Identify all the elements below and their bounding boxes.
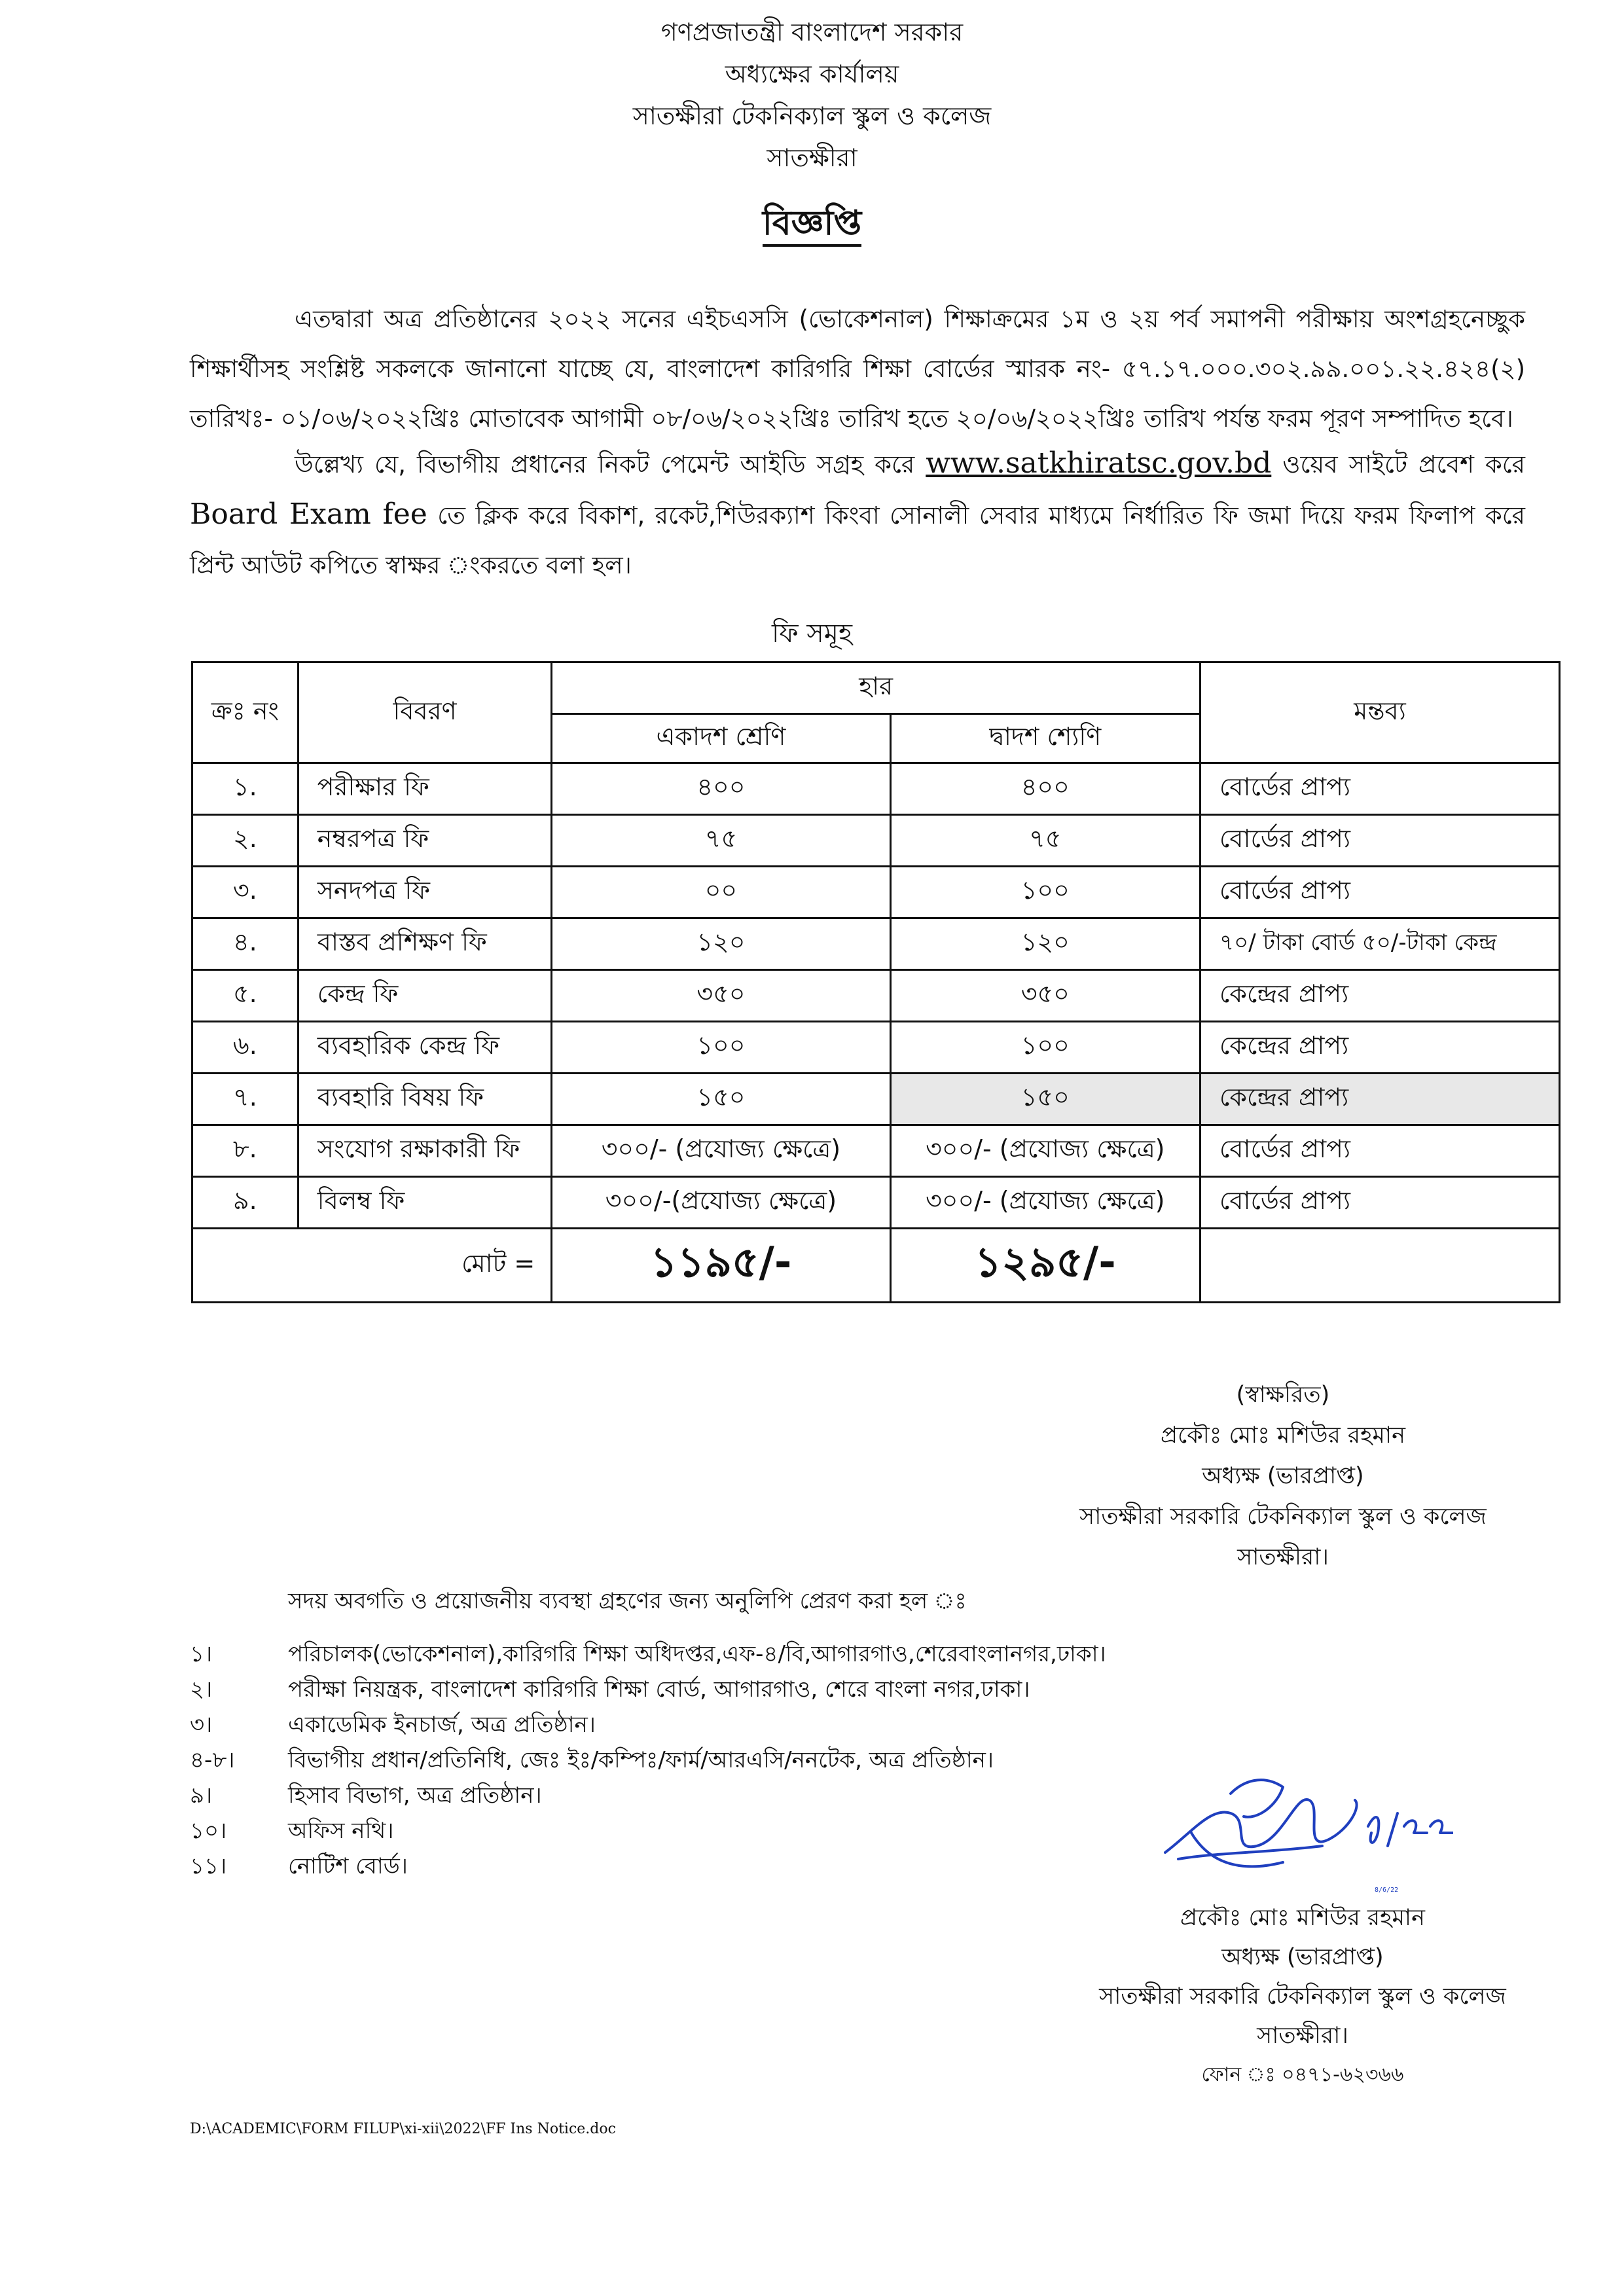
copy-number: ১। [190,1641,213,1667]
copy-number: ৪-৮। [190,1747,235,1773]
table-row [192,763,1560,815]
handwritten-signature [1152,1754,1453,1898]
signatory-designation: অধ্যক্ষ (ভারপ্রাপ্ত) [1221,1944,1384,1970]
row-xi-fee: ০০ [552,867,890,918]
copy-text: পরীক্ষা নিয়ন্ত্রক, বাংলাদেশ কারিগরি শিক্ষা বোর্ড, আগারগাও, শেরে বাংলা নগর,ঢাকা। [288,1676,1030,1703]
row-remark: বোর্ডের প্রাপ্য [1200,867,1559,918]
office-header: অধ্যক্ষের কার্যালয় [725,60,899,88]
signed-location: সাতক্ষীরা। [1237,1544,1329,1570]
location-header: সাতক্ষীরা [767,143,857,172]
row-description: বাস্তব প্রশিক্ষণ ফি [298,918,551,970]
row-xii-fee: ৩০০/- (প্রযোজ্য ক্ষেত্রে) [890,1125,1200,1177]
copy-number: ১০। [190,1818,227,1844]
copy-text: নোটিশ বোর্ড। [288,1853,408,1879]
signed-name: প্রকৌঃ মোঃ মশিউর রহমান [1161,1422,1405,1449]
institute-header: সাতক্ষীরা টেকনিক্যাল স্কুল ও কলেজ [632,101,992,130]
header-remark: মন্তব্য [1200,662,1559,763]
row-remark: ৭০/ টাকা বোর্ড ৫০/-টাকা কেন্দ্র [1200,918,1559,970]
website-link[interactable]: www.satkhiratsc.gov.bd [926,446,1272,480]
row-xii-fee: ৩০০/- (প্রযোজ্য ক্ষেত্রে) [890,1177,1200,1229]
row-serial: ১. [192,763,298,815]
row-remark: বোর্ডের প্রাপ্য [1200,1125,1559,1177]
total-xii: ১২৯৫/- [890,1229,1200,1303]
table-row [192,867,1560,918]
header-class-xi: একাদশ শ্রেণি [552,714,890,763]
notice-title [0,196,1624,253]
header-rate: হার [552,662,1200,714]
para2-part-b: ওয়েব সাইটে প্রবেশ করে [1271,450,1525,479]
signatory-institute: সাতক্ষীরা সরকারি টেকনিক্যাল স্কুল ও কলেজ [1099,1983,1506,2010]
signatory-location: সাতক্ষীরা। [1257,2023,1348,2049]
header-serial: ক্রঃ নং [192,662,298,763]
copies-intro: সদয় অবগতি ও প্রয়োজনীয় ব্যবস্থা গ্রহণের জন্য অনুলিপি প্রেরণ করা হল ঃ [288,1588,967,1614]
header-class-xii: দ্বাদশ শ্যেণি [890,714,1200,763]
fees-caption: ফি সমূহ [771,619,853,649]
row-xii-fee: ৭৫ [890,815,1200,867]
signed-mark: (স্বাক্ষরিত) [1236,1382,1330,1408]
row-serial: ৭. [192,1074,298,1125]
signed-designation: অধ্যক্ষ (ভারপ্রাপ্ত) [1202,1463,1364,1489]
row-xii-fee: ১৫০ [890,1074,1200,1125]
row-description: ব্যবহারিক কেন্দ্র ফি [298,1022,551,1074]
row-serial: ৪. [192,918,298,970]
row-serial: ৫. [192,970,298,1022]
list-item [190,1672,1106,1707]
row-xi-fee: ১২০ [552,918,890,970]
notice-paragraph-1: এতদ্বারা অত্র প্রতিষ্ঠানের ২০২২ সনের এইচএসসি (ভোকেশনাল) শিক্ষাক্রমের ১ম ও ২য় পর্ব সমাপনী পরীক্ষায় অংশগ্রহনেচ্ছুক শিক্ষার্থীসহ সংশ্লিষ্ট সকলকে জানানো যাচ্ছে যে, বাংলাদেশ কারিগরি শিক্ষা বোর্ডের স্মারক নং- ৫৭.১৭.০০০.৩০২.৯৯.০০১.২২.৪২৪(২) তারিখঃ- ০১/০৬/২০২২খ্রিঃ মোতাবেক আগামী ০৮/০৬/২০২২খ্রিঃ তারিখ হতে ২০/০৬/২০২২খ্রিঃ তারিখ পর্যন্ত ফরম পূরণ সম্পাদিত হবে। [190,305,1525,433]
row-xi-fee: ৩৫০ [552,970,890,1022]
copy-text: একাডেমিক ইনচার্জ, অত্র প্রতিষ্ঠান। [288,1712,596,1738]
row-remark: কেন্দ্রের প্রাপ্য [1200,1022,1559,1074]
row-remark: কেন্দ্রের প্রাপ্য [1200,1074,1559,1125]
total-remark [1200,1229,1559,1303]
row-serial: ৩. [192,867,298,918]
row-description: পরীক্ষার ফি [298,763,551,815]
signature-date: 8/6/22 [1375,1887,1399,1894]
row-description: নম্বরপত্র ফি [298,815,551,867]
row-xii-fee: ৪০০ [890,763,1200,815]
para2-part-c: তে ক্লিক করে বিকাশ, রকেট,শিউরক্যাশ কিংবা সোনালী সেবার মাধ্যমে নির্ধারিত ফি জমা দিয়ে ফরম ফিলাপ করে প্রিন্ট আউট কপিতে স্বাক্ষর ংকরতে বলা হল। [190,501,1526,579]
row-xi-fee: ১৫০ [552,1074,890,1125]
total-row [192,1229,1560,1303]
list-item [190,1778,1106,1813]
govt-header: গণপ্রজাতন্ত্রী বাংলাদেশ সরকার [660,18,964,46]
table-row [192,1074,1560,1125]
table-row [192,1125,1560,1177]
fee-table [191,661,1561,1303]
copy-number: ২। [190,1676,213,1703]
row-description: সনদপত্র ফি [298,867,551,918]
row-remark: বোর্ডের প্রাপ্য [1200,763,1559,815]
signatory-name: প্রকৌঃ মোঃ মশিউর রহমান [1180,1905,1425,1931]
row-xii-fee: ১২০ [890,918,1200,970]
row-xii-fee: ৩৫০ [890,970,1200,1022]
copy-number: ১১। [190,1853,227,1879]
row-serial: ২. [192,815,298,867]
board-exam-fee-text: Board Exam fee [190,497,427,531]
copy-number: ৩। [190,1712,213,1738]
notice-paragraph-2 [190,439,1525,590]
row-remark: বোর্ডের প্রাপ্য [1200,815,1559,867]
row-xii-fee: ১০০ [890,1022,1200,1074]
row-remark: বোর্ডের প্রাপ্য [1200,1177,1559,1229]
row-xi-fee: ৭৫ [552,815,890,867]
row-xi-fee: ৪০০ [552,763,890,815]
copy-text: হিসাব বিভাগ, অত্র প্রতিষ্ঠান। [288,1782,542,1809]
list-item [190,1743,1106,1778]
para2-part-a: উল্লেখ্য যে, বিভাগীয় প্রধানের নিকট পেমেন্ট আইডি সগ্রহ করে [295,450,926,479]
row-xi-fee: ১০০ [552,1022,890,1074]
table-row [192,815,1560,867]
total-xi: ১১৯৫/- [552,1229,890,1303]
header-description: বিবরণ [298,662,551,763]
notice-title-text: বিজ্ঞপ্তি [763,204,861,247]
signed-institute: সাতক্ষীরা সরকারি টেকনিক্যাল স্কুল ও কলেজ [1079,1504,1487,1530]
table-row [192,970,1560,1022]
file-path: D:\ACADEMIC\FORM FILUP\xi-xii\2022\FF Ins Notice.doc [190,2121,616,2137]
table-row [192,918,1560,970]
list-item [190,1849,1106,1884]
table-row [192,1022,1560,1074]
row-serial: ৮. [192,1125,298,1177]
total-label: মোট = [192,1229,552,1303]
row-description: সংযোগ রক্ষাকারী ফি [298,1125,551,1177]
phone-number: ফোন ঃ ০৪৭১-৬২৩৬৬ [1201,2063,1404,2086]
row-remark: কেন্দ্রের প্রাপ্য [1200,970,1559,1022]
list-item [190,1707,1106,1743]
copy-text: অফিস নথি। [288,1818,394,1844]
row-serial: ৬. [192,1022,298,1074]
list-item [190,1813,1106,1849]
row-serial: ৯. [192,1177,298,1229]
signed-block [1021,1375,1545,1578]
row-xi-fee: ৩০০/-(প্রযোজ্য ক্ষেত্রে) [552,1177,890,1229]
copy-text: বিভাগীয় প্রধান/প্রতিনিধি, জেঃ ইঃ/কম্পিঃ/ফার্ম/আরএসি/ননটেক, অত্র প্রতিষ্ঠান। [288,1747,994,1773]
row-description: ব্যবহারি বিষয় ফি [298,1074,551,1125]
signature-block [1034,1898,1571,2095]
row-description: কেন্দ্র ফি [298,970,551,1022]
copy-text: পরিচালক(ভোকেশনাল),কারিগরি শিক্ষা অধিদপ্তর,এফ-৪/বি,আগারগাও,শেরেবাংলানগর,ঢাকা। [288,1641,1106,1667]
row-xi-fee: ৩০০/- (প্রযোজ্য ক্ষেত্রে) [552,1125,890,1177]
row-description: বিলম্ব ফি [298,1177,551,1229]
list-item [190,1636,1106,1672]
row-xii-fee: ১০০ [890,867,1200,918]
copy-number: ৯। [190,1782,213,1809]
copies-list [190,1636,1106,1884]
table-row [192,1177,1560,1229]
